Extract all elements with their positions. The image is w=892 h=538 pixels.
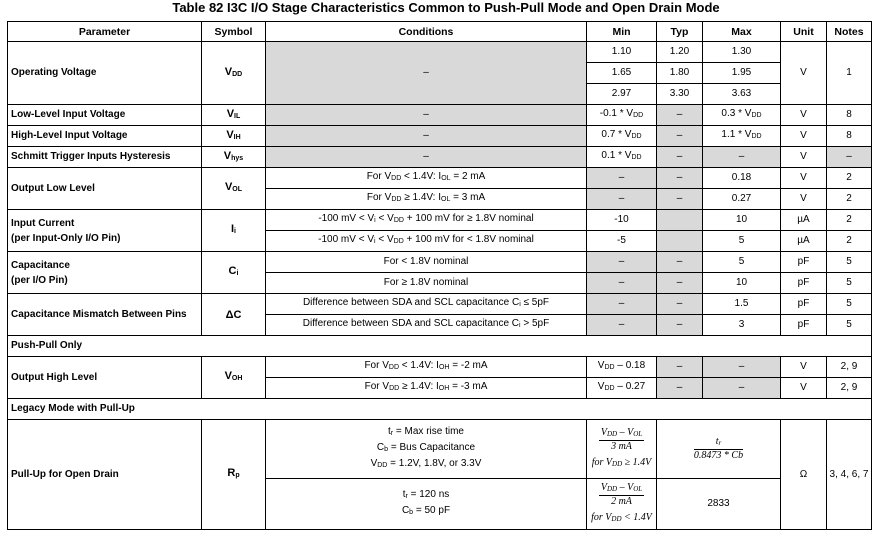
- cell-min: –: [587, 252, 657, 273]
- cond-ci: For < 1.8V nominal: [266, 252, 587, 273]
- header-min: Min: [587, 22, 657, 42]
- table-row: [8, 168, 872, 189]
- cell-notes: 5: [827, 252, 872, 273]
- cell-notes: –: [827, 147, 872, 168]
- cell-notes: 2: [827, 168, 872, 189]
- cond-vol: For $V_{DD} < 1.4V$: $I_{OL} = 2$ mA: [266, 168, 587, 189]
- cell-notes: 2, 9: [827, 378, 872, 399]
- param-vhys: Schmitt Trigger Inputs Hysteresis: [8, 147, 202, 168]
- table-row: [8, 42, 872, 63]
- symbol-vhys: $V_{hys}$: [202, 147, 266, 168]
- cell-max: 5: [703, 252, 781, 273]
- table-row: [8, 420, 872, 479]
- cell-typ: –: [657, 315, 703, 336]
- cell-typ: –: [657, 168, 703, 189]
- cell-min: 1.10: [587, 42, 657, 63]
- characteristics-table: [7, 21, 872, 530]
- cell-max: –: [703, 147, 781, 168]
- cond-rp: $t_r$ = Max rise time $C_b$ = Bus Capacitance $V_{DD} = 1.2V$, 1.8V, or 3.3V: [266, 420, 587, 479]
- cond-vhys: –: [266, 147, 587, 168]
- min-formula: $\frac{V_{DD} - V_{OL}}{2 mA}$: [600, 482, 643, 507]
- cond-voh: For $V_{DD} \ge 1.4V$: $I_{OH} = -3$ mA: [266, 378, 587, 399]
- cond-dc: Difference between SDA and SCL capacitance $C_i > 5pF$: [266, 315, 587, 336]
- header-notes: Notes: [827, 22, 872, 42]
- cell-typ: 1.20: [657, 42, 703, 63]
- cell-min: –: [587, 189, 657, 210]
- cell-max: $0.3 * V_{DD}$: [703, 105, 781, 126]
- table-row: [8, 294, 872, 315]
- cell-notes: 2, 9: [827, 357, 872, 378]
- symbol-vil: $V_{IL}$: [202, 105, 266, 126]
- cell-min: 1.65: [587, 63, 657, 84]
- table-row: [8, 105, 872, 126]
- cell-notes: 8: [827, 105, 872, 126]
- header-conditions: Conditions: [266, 22, 587, 42]
- table-row: [8, 147, 872, 168]
- table-row: [8, 357, 872, 378]
- cell-min: $0.1 * V_{DD}$: [587, 147, 657, 168]
- cell-typ: –: [657, 252, 703, 273]
- max-formula: $\frac{t_r}{0.8473 * Cb}$: [693, 436, 744, 461]
- table-row: [8, 126, 872, 147]
- cell-max: 1.30: [703, 42, 781, 63]
- cell-max: 1.5: [703, 294, 781, 315]
- param-operating-voltage: Operating Voltage: [8, 42, 202, 105]
- cell-notes: 1: [827, 42, 872, 105]
- cell-min: $V_{DD} - 0.18$: [587, 357, 657, 378]
- symbol-voh: $V_{OH}$: [202, 357, 266, 399]
- cell-max: $1.1 * V_{DD}$: [703, 126, 781, 147]
- cond-dc: Difference between SDA and SCL capacitance $C_i \le 5pF$: [266, 294, 587, 315]
- cell-notes: 5: [827, 273, 872, 294]
- cell-notes: 2: [827, 231, 872, 252]
- cell-unit: Ω: [781, 420, 827, 530]
- cell-typ: [657, 231, 703, 252]
- section-row: [8, 399, 872, 420]
- cell-max: 5: [703, 231, 781, 252]
- table-title: Table 82 I3C I/O Stage Characteristics Common to Push-Pull Mode and Open Drain Mode: [172, 0, 720, 15]
- cell-unit: pF: [781, 252, 827, 273]
- param-vil: Low-Level Input Voltage: [8, 105, 202, 126]
- section-push-pull: Push-Pull Only: [8, 336, 872, 357]
- section-legacy: Legacy Mode with Pull-Up: [8, 399, 872, 420]
- table-row: [8, 252, 872, 273]
- header-typ: Typ: [657, 22, 703, 42]
- cond-rp: $t_r = 120$ ns $C_b = 50$ pF: [266, 479, 587, 530]
- cell-min: 2.97: [587, 84, 657, 105]
- symbol-vih: $V_{IH}$: [202, 126, 266, 147]
- cell-unit: pF: [781, 315, 827, 336]
- param-cap-mismatch: Capacitance Mismatch Between Pins: [8, 294, 202, 336]
- cell-min: –: [587, 315, 657, 336]
- cell-unit: pF: [781, 273, 827, 294]
- cell-max: 10: [703, 273, 781, 294]
- header-max: Max: [703, 22, 781, 42]
- cell-unit: µA: [781, 210, 827, 231]
- cell-max: 2833: [657, 479, 781, 530]
- cell-unit: V: [781, 189, 827, 210]
- param-capacitance: Capacitance (per I/O Pin): [8, 252, 202, 294]
- cond-ci: For ≥ 1.8V nominal: [266, 273, 587, 294]
- symbol-vdd: $V_{DD}$: [202, 42, 266, 105]
- cell-typ: –: [657, 294, 703, 315]
- section-row: [8, 336, 872, 357]
- cond-ii: -100 mV < $V_i < V_{DD} + 100$ mV for < 1.8V nominal: [266, 231, 587, 252]
- header-row: [8, 22, 872, 42]
- cell-min: –: [587, 294, 657, 315]
- cell-min: –: [587, 168, 657, 189]
- cell-unit: µA: [781, 231, 827, 252]
- cell-unit: pF: [781, 294, 827, 315]
- symbol-ii: $I_i$: [202, 210, 266, 252]
- cell-notes: 2: [827, 210, 872, 231]
- cell-max: –: [703, 378, 781, 399]
- cell-min: $-0.1 * V_{DD}$: [587, 105, 657, 126]
- cell-typ: 3.30: [657, 84, 703, 105]
- cell-max: 0.27: [703, 189, 781, 210]
- header-symbol: Symbol: [202, 22, 266, 42]
- cell-typ: 1.80: [657, 63, 703, 84]
- cell-min: $\frac{V_{DD} - V_{OL}}{2 mA}$ for $V_{DD} < 1.4V$: [587, 479, 657, 530]
- cell-notes: 3, 4, 6, 7: [827, 420, 872, 530]
- cell-min: $V_{DD} - 0.27$: [587, 378, 657, 399]
- cell-unit: V: [781, 126, 827, 147]
- cond-vol: For $V_{DD} \ge 1.4V$: $I_{OL} = 3$ mA: [266, 189, 587, 210]
- cell-max: 10: [703, 210, 781, 231]
- cell-notes: 5: [827, 315, 872, 336]
- symbol-vol: $V_{OL}$: [202, 168, 266, 210]
- cond-voh: For $V_{DD} < 1.4V$: $I_{OH} = -2$ mA: [266, 357, 587, 378]
- cell-typ: –: [657, 189, 703, 210]
- cell-typ: [657, 210, 703, 231]
- cell-min: –: [587, 273, 657, 294]
- cell-min: $\frac{V_{DD} - V_{OL}}{3 mA}$ for $V_{DD} \ge 1.4V$: [587, 420, 657, 479]
- symbol-rp: $R_p$: [202, 420, 266, 530]
- header-parameter: Parameter: [8, 22, 202, 42]
- cell-unit: V: [781, 105, 827, 126]
- param-voh: Output High Level: [8, 357, 202, 399]
- cell-min: $0.7 * V_{DD}$: [587, 126, 657, 147]
- cell-max: 3: [703, 315, 781, 336]
- cell-typ: –: [657, 126, 703, 147]
- cell-unit: V: [781, 357, 827, 378]
- cell-typ: –: [657, 273, 703, 294]
- cell-max: 1.95: [703, 63, 781, 84]
- cell-notes: 5: [827, 294, 872, 315]
- cell-unit: V: [781, 42, 827, 105]
- cell-max: –: [703, 357, 781, 378]
- cond-operating-voltage: –: [266, 42, 587, 105]
- cell-typ: –: [657, 105, 703, 126]
- cond-vil: –: [266, 105, 587, 126]
- min-formula: $\frac{V_{DD} - V_{OL}}{3 mA}$: [600, 427, 643, 452]
- cell-max: 3.63: [703, 84, 781, 105]
- symbol-ci: $C_i$: [202, 252, 266, 294]
- param-vih: High-Level Input Voltage: [8, 126, 202, 147]
- cell-min: -5: [587, 231, 657, 252]
- param-vol: Output Low Level: [8, 168, 202, 210]
- param-input-current: Input Current (per Input-Only I/O Pin): [8, 210, 202, 252]
- cell-max: [657, 420, 781, 479]
- symbol-delta-c: ΔC: [202, 294, 266, 336]
- param-pullup: Pull-Up for Open Drain: [8, 420, 202, 530]
- cond-ii: -100 mV < $V_i < V_{DD} + 100$ mV for ≥ 1.8V nominal: [266, 210, 587, 231]
- cell-max: 0.18: [703, 168, 781, 189]
- cell-notes: 2: [827, 189, 872, 210]
- cell-unit: V: [781, 378, 827, 399]
- cell-typ: –: [657, 378, 703, 399]
- cell-typ: –: [657, 147, 703, 168]
- cond-vih: –: [266, 126, 587, 147]
- cell-min: -10: [587, 210, 657, 231]
- table-row: [8, 210, 872, 231]
- cell-unit: V: [781, 147, 827, 168]
- header-unit: Unit: [781, 22, 827, 42]
- cell-typ: –: [657, 357, 703, 378]
- cell-notes: 8: [827, 126, 872, 147]
- cell-unit: V: [781, 168, 827, 189]
